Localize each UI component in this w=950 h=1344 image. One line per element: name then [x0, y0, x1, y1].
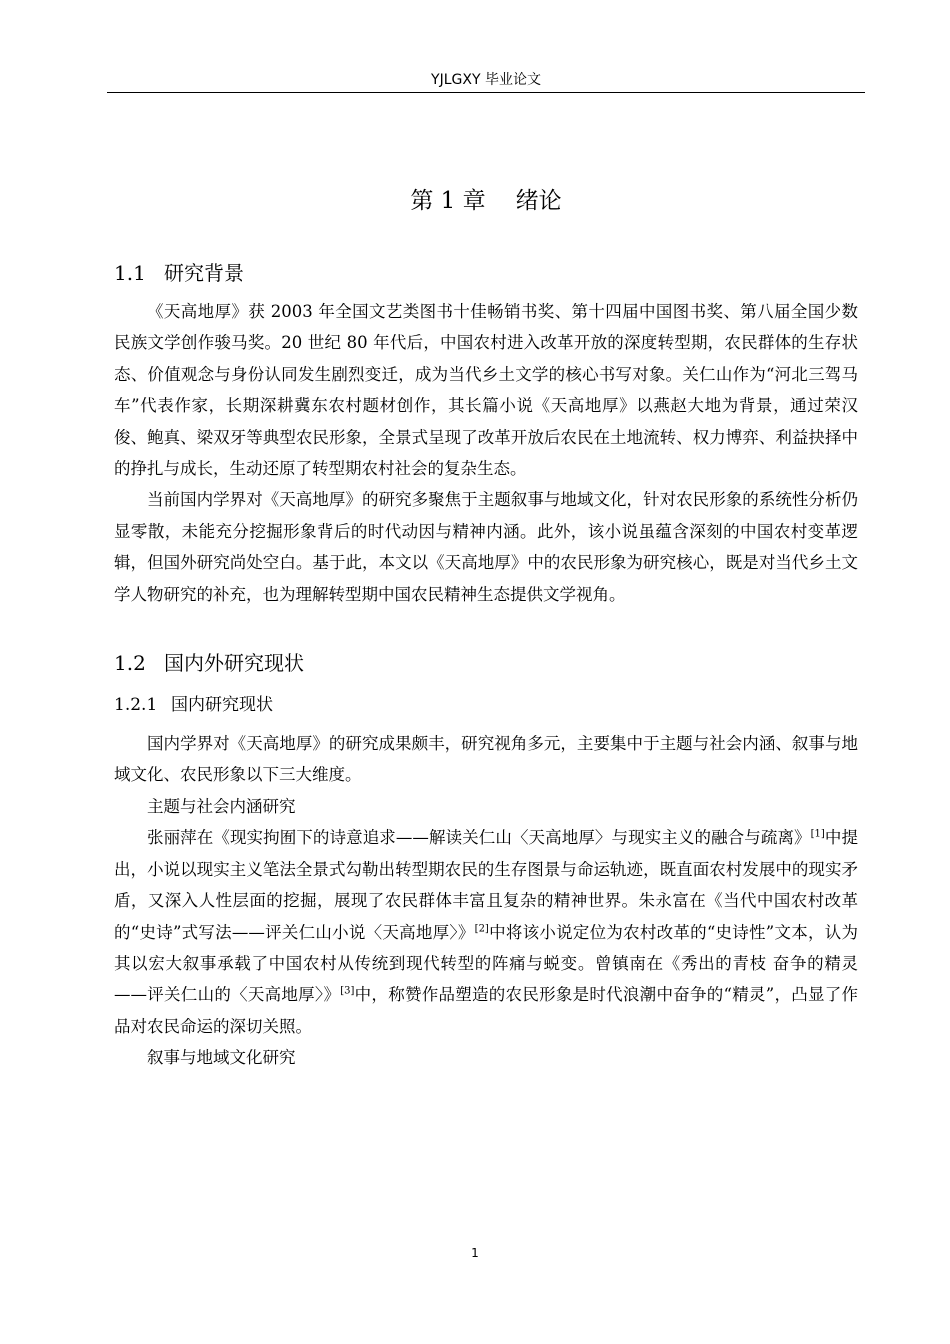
body-paragraph	[114, 822, 858, 1042]
subsection-heading-1-2-1	[114, 690, 858, 720]
chapter-heading	[114, 176, 858, 236]
header-title: YJLGXY 毕业论文	[431, 72, 541, 88]
citation-ref: [2]	[474, 923, 489, 934]
page-content	[114, 168, 858, 1074]
subsection-number: 1.2.1	[114, 695, 158, 716]
text-run: 张丽萍在《现实拘囿下的诗意追求——解读关仁山〈天高地厚〉与现实主义的融合与疏离》	[147, 828, 811, 848]
subsection-title: 国内研究现状	[171, 695, 273, 716]
body-paragraph: 国内学界对《天高地厚》的研究成果颇丰，研究视角多元，主要集中于主题与社会内涵、叙事与地域文化、农民形象以下三大维度。	[114, 734, 858, 785]
text-run: 中将该小说定位为农村改革的“史诗性”文本，认为其以宏大叙事承载了中国农村从传统到现代转型的阵痛与蜕变。曾镇南在《秀出的青枝 奋争的精灵——评关仁山的〈天高地厚〉》	[114, 922, 859, 1005]
section-heading-1-2	[114, 648, 858, 678]
citation-ref: [1]	[810, 828, 825, 840]
topic-line: 主题与社会内涵研究	[147, 796, 296, 816]
section-number: 1.1	[114, 261, 146, 285]
section-number: 1.2	[114, 651, 146, 676]
text-run: 中，称赞作品塑造的农民形象是时代浪潮中奋争的“精灵”，凸显了作品对农民命运的深切关照。	[114, 985, 859, 1036]
page-footer	[0, 1246, 950, 1260]
chapter-title: 绪论	[515, 188, 562, 214]
section-heading-1-1	[114, 258, 858, 288]
page-header	[107, 70, 865, 93]
body-paragraph: 《天高地厚》获 2003 年全国文艺类图书十佳畅销书奖、第十四届中国图书奖、第八届全国少数民族文学创作骏马奖。20 世纪 80 年代后，中国农村进入改革开放的深度转型期，农民群体的生存状态、价值观念与身份认同发生剧烈变迁，成为当代乡土文学的核心书写对象。关仁山作为“河北三驾马车”代表作家，长期深耕冀东农村题材创作，其长篇小说《天高地厚》以燕赵大地为背景，通过荣汉俊、鲍真、梁双牙等典型农民形象，全景式呈现了改革开放后农民在土地流转、权力博弈、利益抉择中的挣扎与成长，生动还原了转型期农村社会的复杂生态。	[114, 302, 858, 479]
text-run: 中提出，小说以现实主义笔法全景式勾勒出转型期农民的生存图景与命运轨迹，既直面农村发展中的现实矛盾，又深入人性层面的挖掘，展现了农民群体丰富且复杂的精神世界。朱永富在《当代中国农村改革的“史诗”式写法——评关仁山小说〈天高地厚〉》	[114, 828, 859, 942]
citation-ref: [3]	[340, 985, 355, 997]
page-number: 1	[471, 1246, 479, 1260]
section-title: 研究背景	[164, 261, 244, 285]
topic-line: 叙事与地域文化研究	[147, 1048, 296, 1068]
body-paragraph: 当前国内学界对《天高地厚》的研究多聚焦于主题叙事与地域文化，针对农民形象的系统性分析仍显零散，未能充分挖掘形象背后的时代动因与精神内涵。此外，该小说虽蕴含深刻的中国农村变革逻辑，但国外研究尚处空白。基于此，本文以《天高地厚》中的农民形象为研究核心，既是对当代乡土文学人物研究的补充，也为理解转型期中国农民精神生态提供文学视角。	[114, 490, 858, 604]
chapter-number: 第 1 章	[410, 188, 486, 214]
section-title: 国内外研究现状	[164, 651, 304, 676]
